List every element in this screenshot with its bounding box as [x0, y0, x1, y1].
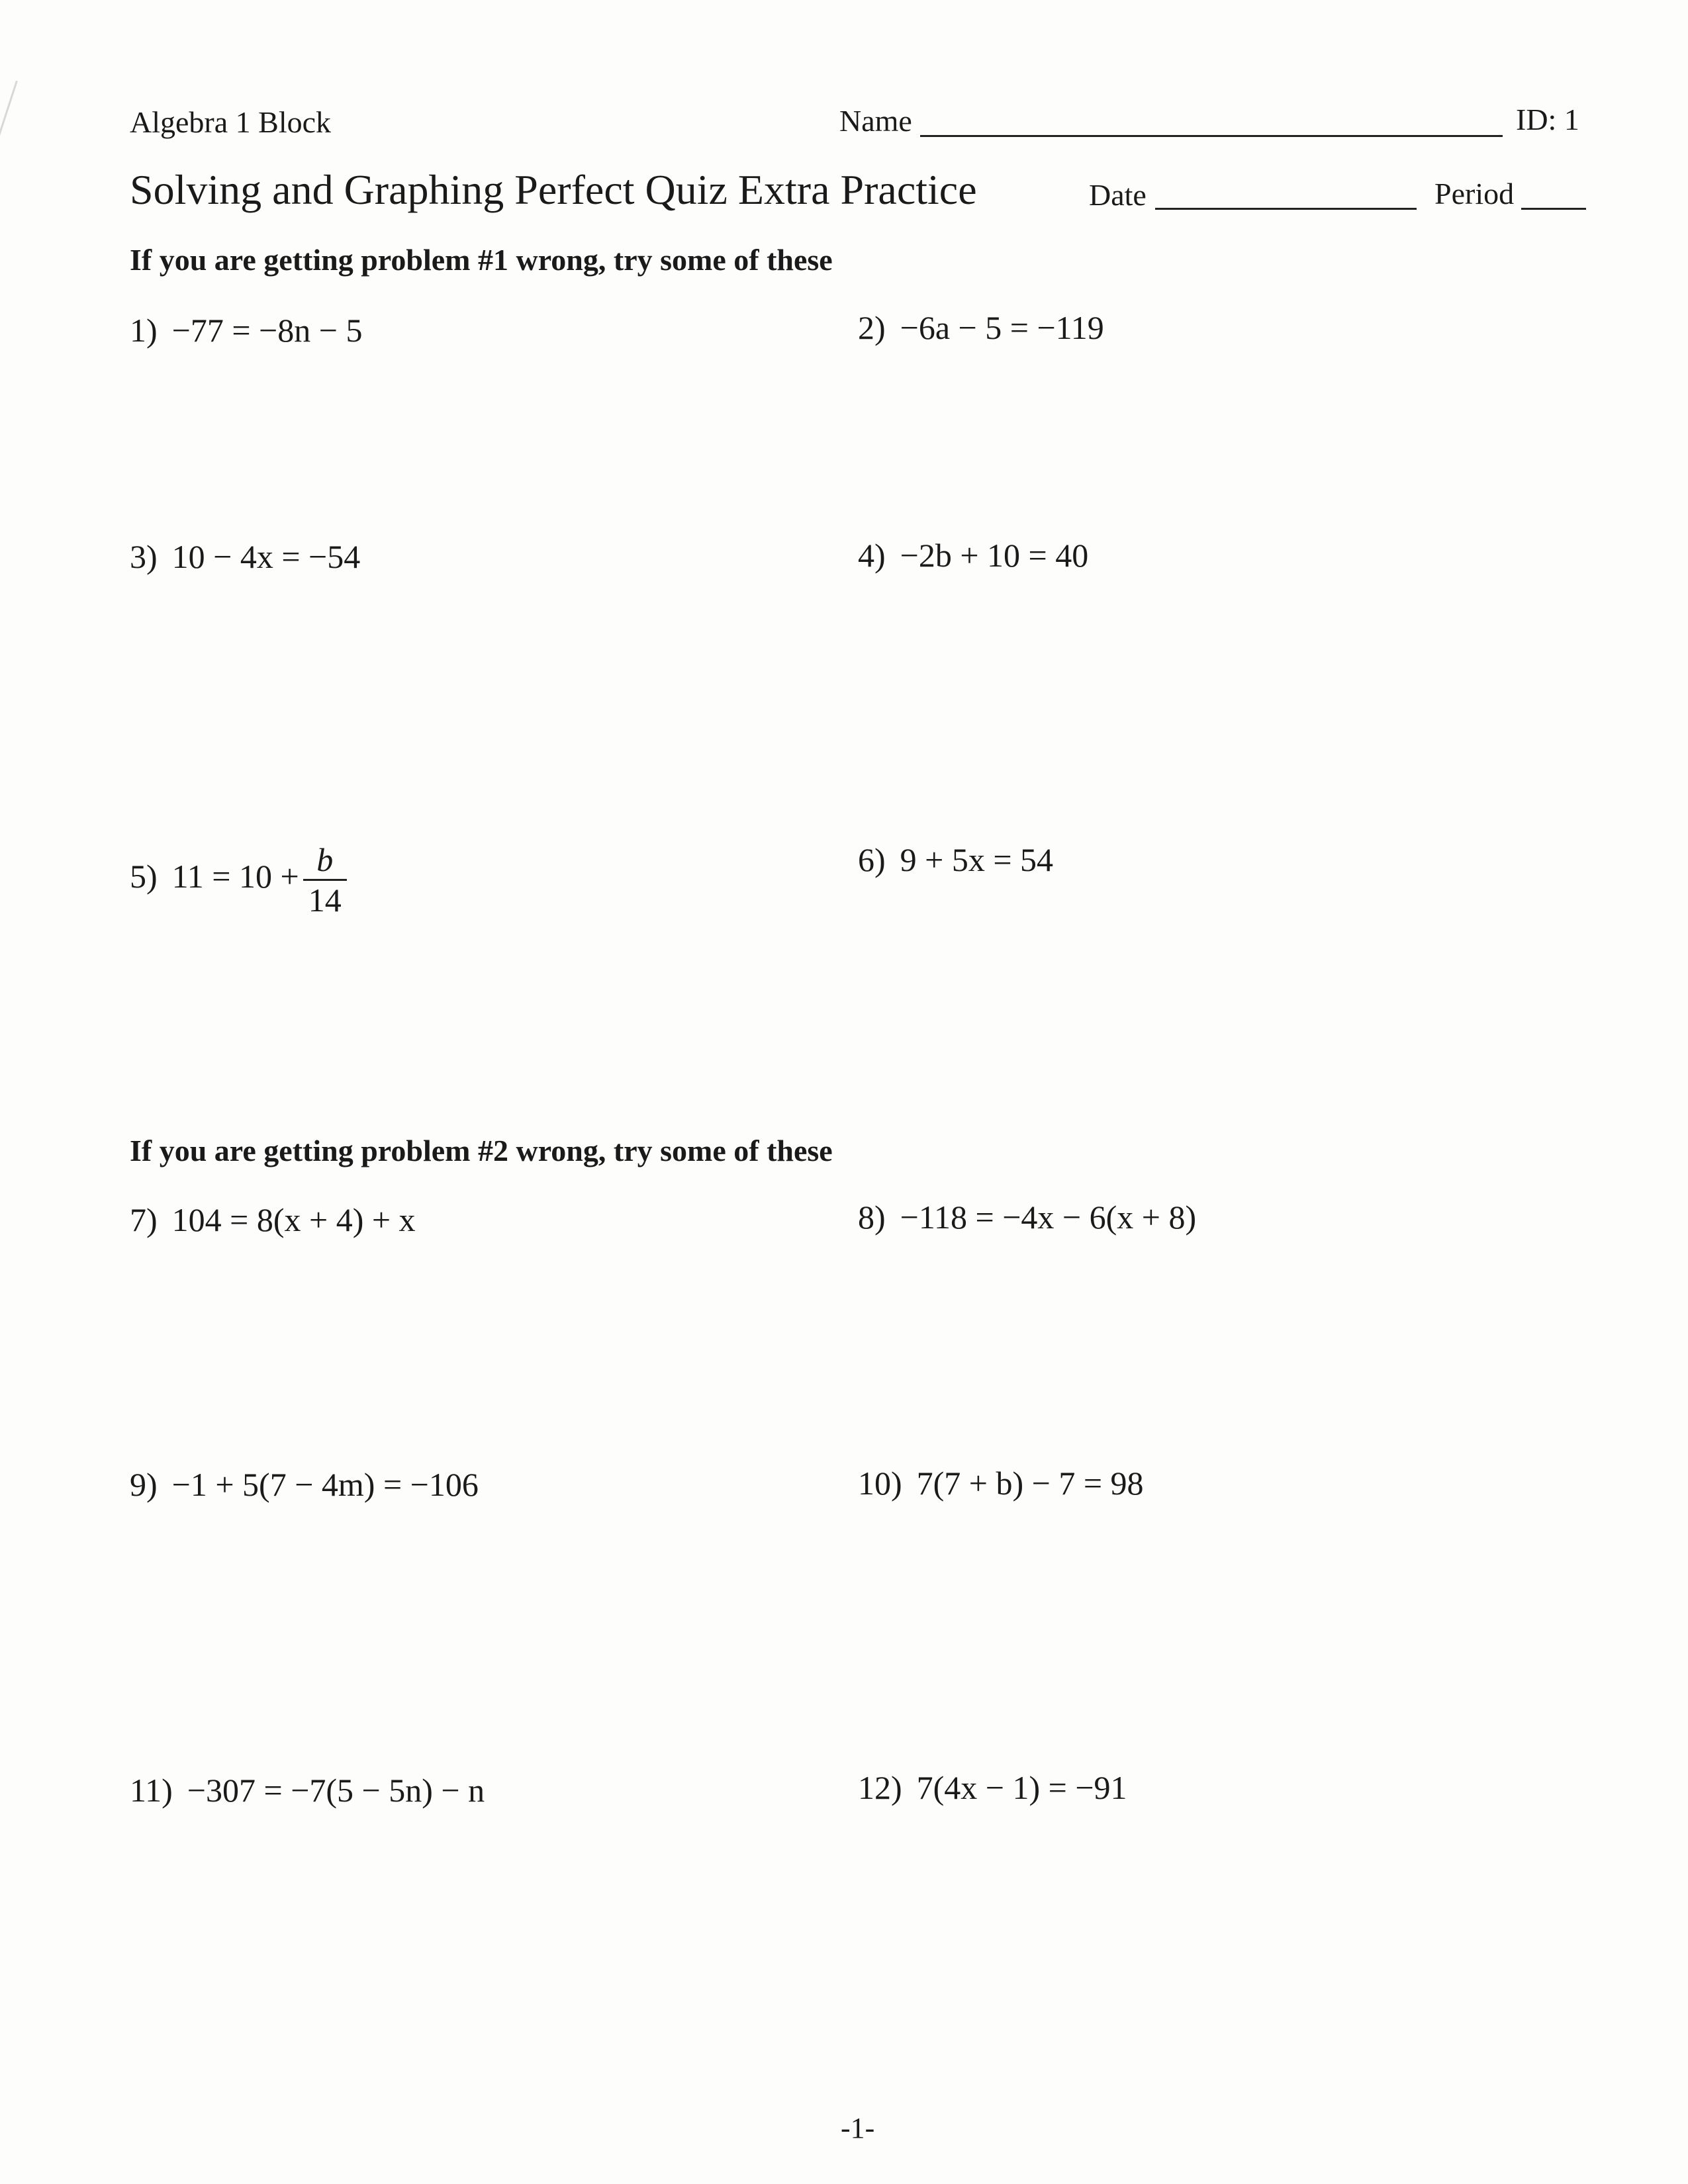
problem-number: 9) [130, 1466, 158, 1503]
name-field[interactable] [920, 135, 1503, 137]
problem-equation: 7(7 + b) − 7 = 98 [916, 1465, 1144, 1502]
period-field[interactable] [1521, 208, 1586, 210]
problem-1 [130, 311, 362, 349]
problem-number: 1) [130, 312, 158, 349]
problem-10 [858, 1464, 1144, 1502]
problem-4 [858, 536, 1088, 574]
date-field[interactable] [1155, 208, 1417, 210]
problem-number: 10) [858, 1465, 902, 1502]
problem-number: 2) [858, 309, 886, 346]
fraction-numerator: b [303, 841, 347, 881]
problem-number: 3) [130, 538, 158, 575]
problem-number: 12) [858, 1769, 902, 1806]
problem-equation: −1 + 5(7 − 4m) = −106 [171, 1466, 479, 1503]
problem-equation: 11 = 10 + [171, 857, 299, 895]
scan-mark [0, 81, 18, 138]
problem-equation: 104 = 8(x + 4) + x [171, 1201, 416, 1238]
date-label: Date [1089, 178, 1147, 212]
problem-7 [130, 1201, 416, 1239]
problem-equation: 7(4x − 1) = −91 [916, 1769, 1127, 1806]
problem-9 [130, 1465, 479, 1504]
problem-number: 5) [130, 857, 158, 895]
problem-number: 4) [858, 537, 886, 574]
course-label: Algebra 1 Block [130, 105, 332, 139]
problem-5 [130, 841, 347, 919]
problem-number: 6) [858, 841, 886, 878]
problem-equation: −6a − 5 = −119 [900, 309, 1104, 346]
page-number: -1- [841, 2112, 875, 2144]
problem-12 [858, 1768, 1127, 1807]
problem-equation: −118 = −4x − 6(x + 8) [900, 1199, 1197, 1236]
problem-2 [858, 308, 1104, 347]
worksheet-title: Solving and Graphing Perfect Quiz Extra Practice [130, 166, 977, 213]
problem-number: 7) [130, 1201, 158, 1238]
problem-11 [130, 1771, 485, 1809]
problem-8 [858, 1198, 1196, 1236]
fraction-denominator: 14 [308, 882, 342, 919]
problem-equation: 10 − 4x = −54 [171, 538, 361, 575]
problem-equation: 9 + 5x = 54 [900, 841, 1054, 878]
section-heading: If you are getting problem #2 wrong, try some of these [130, 1134, 833, 1167]
id-label: ID: 1 [1516, 103, 1579, 136]
problem-6 [858, 841, 1053, 879]
problem-equation: −2b + 10 = 40 [900, 537, 1089, 574]
problem-3 [130, 537, 360, 576]
problem-number: 11) [130, 1772, 173, 1809]
section-heading: If you are getting problem #1 wrong, try some of these [130, 243, 833, 277]
period-label: Period [1434, 177, 1515, 210]
problem-equation: −77 = −8n − 5 [171, 312, 363, 349]
problem-equation: −307 = −7(5 − 5n) − n [187, 1772, 485, 1809]
fraction [303, 841, 347, 919]
problem-number: 8) [858, 1199, 886, 1236]
name-label: Name [839, 104, 912, 138]
